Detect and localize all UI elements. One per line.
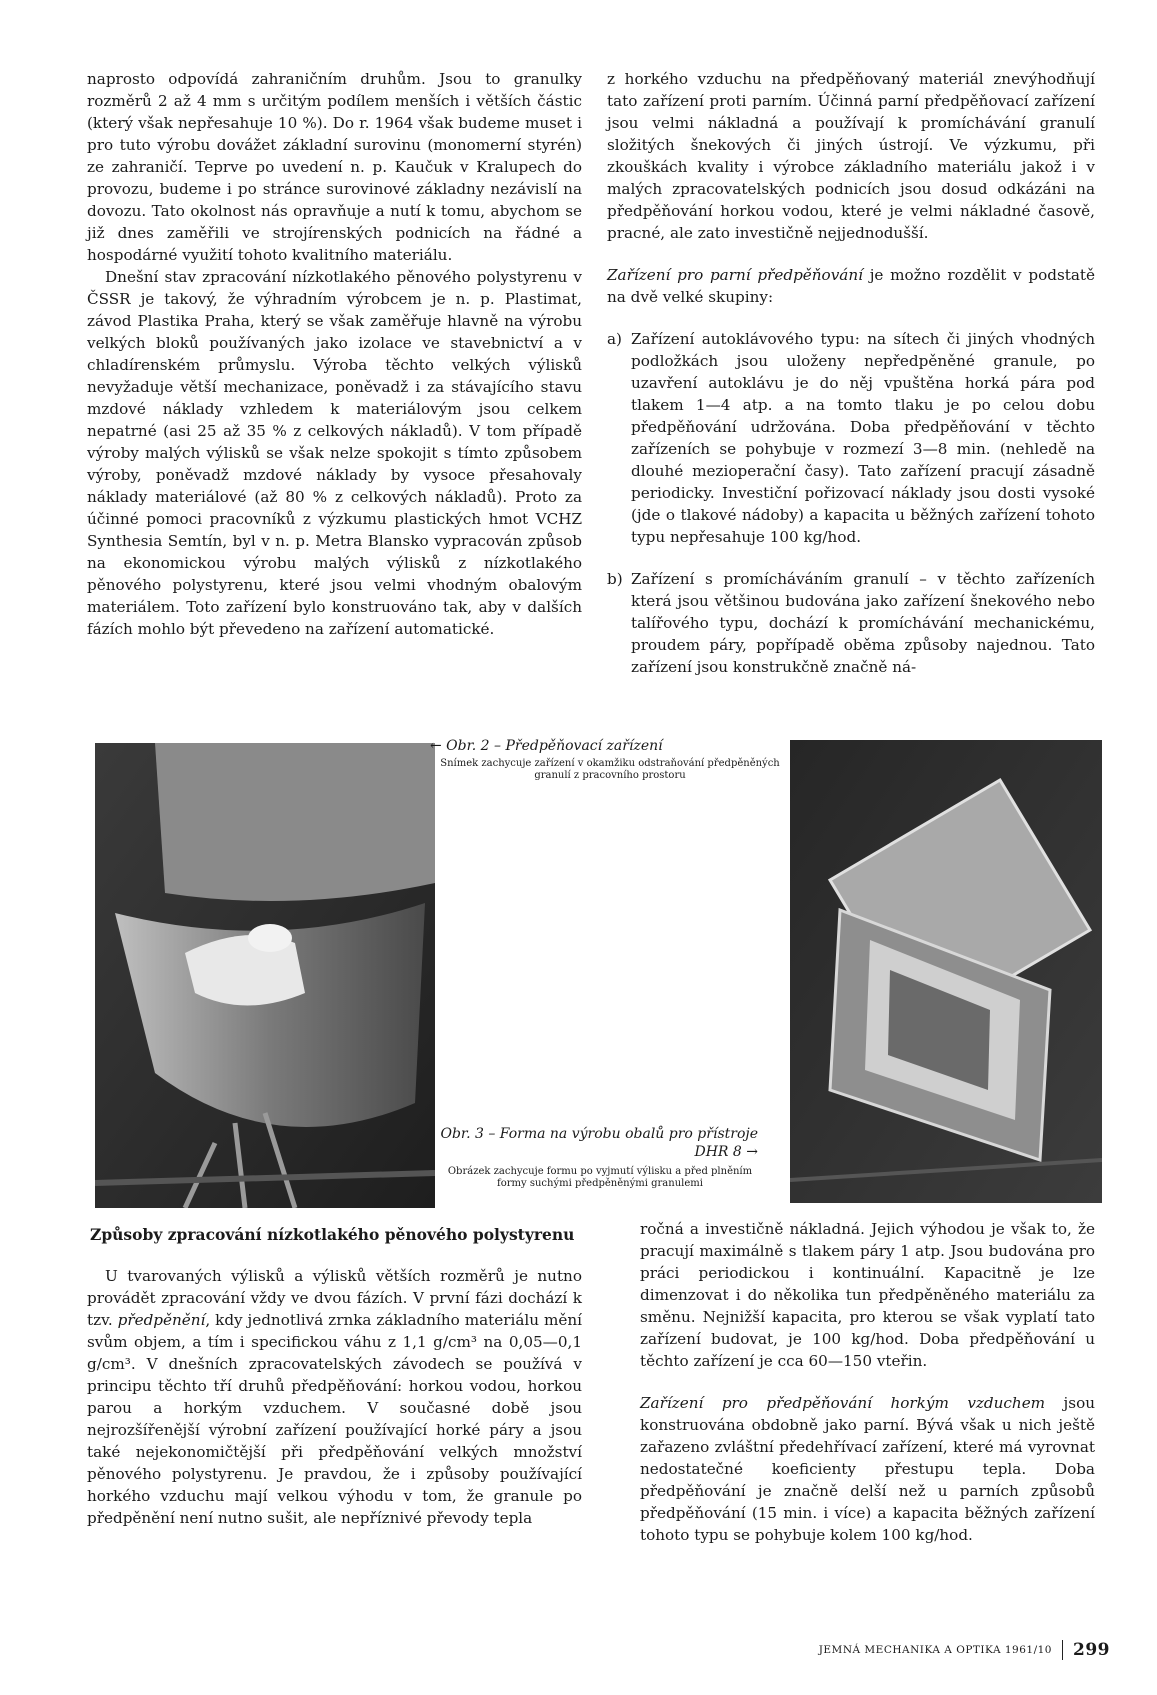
page-footer	[790, 1640, 1110, 1660]
paragraph: z horkého vzduchu na předpěňovaný materiál znevýhodňují tato zařízení proti parním. Účinná parní předpěňovací zařízení jsou velmi nákladná a používají k promíchávání granulí složitých šnekových či jiných ústrojí. Ve výzkumu, při zkouškách kvality i výrobce základního materiálu jakož i v malých zpracovatelských podnicích jsou dosud odkázáni na předpěňování horkou vodou, které je velmi nákladné časově, pracné, ale zato investičně nejjednodušší.	[607, 70, 1095, 242]
list-item-b	[607, 568, 1095, 678]
photo-prefoaming-device	[95, 743, 435, 1208]
photo-prefoaming-device-image	[95, 743, 435, 1208]
section-heading: Způsoby zpracování nízkotlakého pěnového polystyrenu	[90, 1225, 575, 1244]
list-item-text: Zařízení autoklávového typu: na sítech či jiných vhodných podložkách jsou uloženy nepředpěněné granule, po uzavření autoklávu je do něj vpuštěna horká pára pod tlakem 1—4 atp. a na tomto tlaku je po celou dobu předpěňování udržována. Doba předpěňování v těchto zařízeních se pohybuje v rozmezí 3—8 min. (nehledě na dlouhé mezioperační časy). Tato zařízení pracují zásadně periodicky. Investiční pořizovací náklady jsou dosti vysoké (jde o tlakové nádoby) a kapacita u běžných zařízení tohoto typu nepřesahuje 100 kg/hod.	[631, 330, 1095, 546]
journal-name: JEMNÁ MECHANIKA A OPTIKA 1961/10	[818, 1644, 1052, 1656]
photo-mould	[790, 740, 1102, 1203]
list-item-a	[607, 328, 1095, 548]
list-marker: b)	[607, 570, 623, 588]
photo-mould-image	[790, 740, 1102, 1203]
figure-3-caption: Obrázek zachycuje formu po vyjmutí výlisku a před plněním formy suchými předpěněnými granulemi	[447, 1166, 753, 1189]
paragraph	[87, 1265, 582, 1529]
figure-2-title: ← Obr. 2 – Předpěňovací zařízení	[430, 738, 663, 754]
emphasis-text: Zařízení pro předpěňování horkým vzduchem	[640, 1394, 1046, 1412]
text-column-4	[640, 1218, 1095, 1546]
paragraph: ročná a investičně nákladná. Jejich výhodou je však to, že pracují maximálně s tlakem páry 1 atp. Jsou budována pro práci periodickou i kontinuální. Kapacitně je lze dimenzovat i do několika tun předpěněného materiálu za směnu. Nejnižší kapacita, pro kterou se však vyplatí tato zařízení budovat, je 100 kg/hod. Doba předpěňování u těchto zařízení je cca 60—150 vteřin.	[640, 1220, 1095, 1370]
paragraph-text: , kdy jednotlivá zrnka základního materiálu mění svům objem, a tím i specifickou váhu z 1,1 g/cm³ na 0,05—0,1 g/cm³. V dnešních zpracovatelských závodech se používá v principu těchto tří druhů předpěňování: horkou vodou, horkou parou a horkým vzduchem. V současné době jsou nejrozšířenější výrobní zařízení používající horké páry a jsou také nejekonomičtější při předpěňování velkých množství pěnového polystyrenu. Je pravdou, že i způsoby používající horkého vzduchu mají velkou výhodu v tom, že granule po předpěnění není nutno sušit, ale nepříznivé převody tepla	[87, 1311, 582, 1527]
figure-2-caption: Snímek zachycuje zařízení v okamžiku odstraňování předpěněných granulí z pracovního prostoru	[440, 758, 780, 781]
page-number: 299	[1073, 1640, 1110, 1660]
text-column-1	[87, 68, 582, 640]
paragraph-text: U tvarovaných výlisků a výlisků větších rozměrů je nutno provádět zpracování vždy ve dvou fázích. V první fázi dochází k tzv.	[87, 1267, 582, 1329]
text-column-3	[87, 1265, 582, 1529]
emphasis-text: Zařízení pro parní předpěňování	[607, 266, 863, 284]
emphasis-text: předpěnění	[117, 1311, 206, 1329]
paragraph: naprosto odpovídá zahraničním druhům. Jsou to granulky rozměrů 2 až 4 mm s určitým podílem menších i větších částic (který však nepřesahuje 10 %). Do r. 1964 však budeme muset i pro tuto výrobu dovážet základní surovinu (monomerní styrén) ze zahraničí. Teprve po uvedení n. p. Kaučuk v Kralupech do provozu, budeme i po stránce surovinové základny nezávislí na dovozu. Tato okolnost nás opravňuje a nutí k tomu, abychom se již dnes zaměřili ve strojírenských podnicích na řádné a hospodárné využití tohoto kvalitního materiálu.	[87, 70, 582, 264]
paragraph	[607, 264, 1095, 308]
footer-divider	[1062, 1640, 1063, 1660]
figure-3-title: Obr. 3 – Forma na výrobu obalů pro přístroje DHR 8 →	[440, 1126, 758, 1160]
text-column-2	[607, 68, 1095, 678]
list-item-text: Zařízení s promícháváním granulí – v těchto zařízeních která jsou většinou budována jako zařízení šnekového nebo talířového typu, dochází k promíchávání mechanickému, proudem páry, popřípadě oběma způsoby najednou. Tato zařízení jsou konstrukčně značně ná-	[631, 570, 1095, 676]
paragraph-text: jsou konstruována obdobně jako parní. Bývá však u nich ještě zařazeno zvláštní předehřívací zařízení, které má vyrovnat nedostatečné koeficienty přestupu tepla. Doba předpěňování je značně delší než u parních způsobů předpěňování (15 min. i více) a kapacita běžných zařízení tohoto typu se pohybuje kolem 100 kg/hod.	[640, 1394, 1095, 1544]
paragraph: Dnešní stav zpracování nízkotlakého pěnového polystyrenu v ČSSR je takový, že výhradním výrobcem je n. p. Plastimat, závod Plastika Praha, který se však zaměřuje hlavně na výrobu velkých bloků používaných jako izolace ve stavebnictví a v chladírenském průmyslu. Výroba těchto velkých výlisků nevyžaduje větší mechanizace, poněvadž i za stávajícího stavu mzdové náklady vzhledem k materiálovým jsou celkem nepatrné (asi 25 až 35 % z celkových nákladů). V tom případě výroby malých výlisků se však nelze spokojit s tímto způsobem výroby, poněvadž mzdové náklady by vysoce přesahovaly náklady materiálové (až 80 % z celkových nákladů). Proto za účinné pomoci pracovníků z výzkumu plastických hmot VCHZ Synthesia Semtín, byl v n. p. Metra Blansko vypracován způsob na ekonomickou výrobu malých výlisků z nízkotlakého pěnového polystyrenu, které jsou velmi vhodným obalovým materiálem. Toto zařízení bylo konstruováno tak, aby v dalších fázích mohlo být převedeno na zařízení automatické.	[87, 268, 582, 638]
list-marker: a)	[607, 330, 622, 348]
paragraph	[640, 1392, 1095, 1546]
paragraph-text: je možno rozdělit v podstatě na dvě velké skupiny:	[607, 266, 1095, 306]
